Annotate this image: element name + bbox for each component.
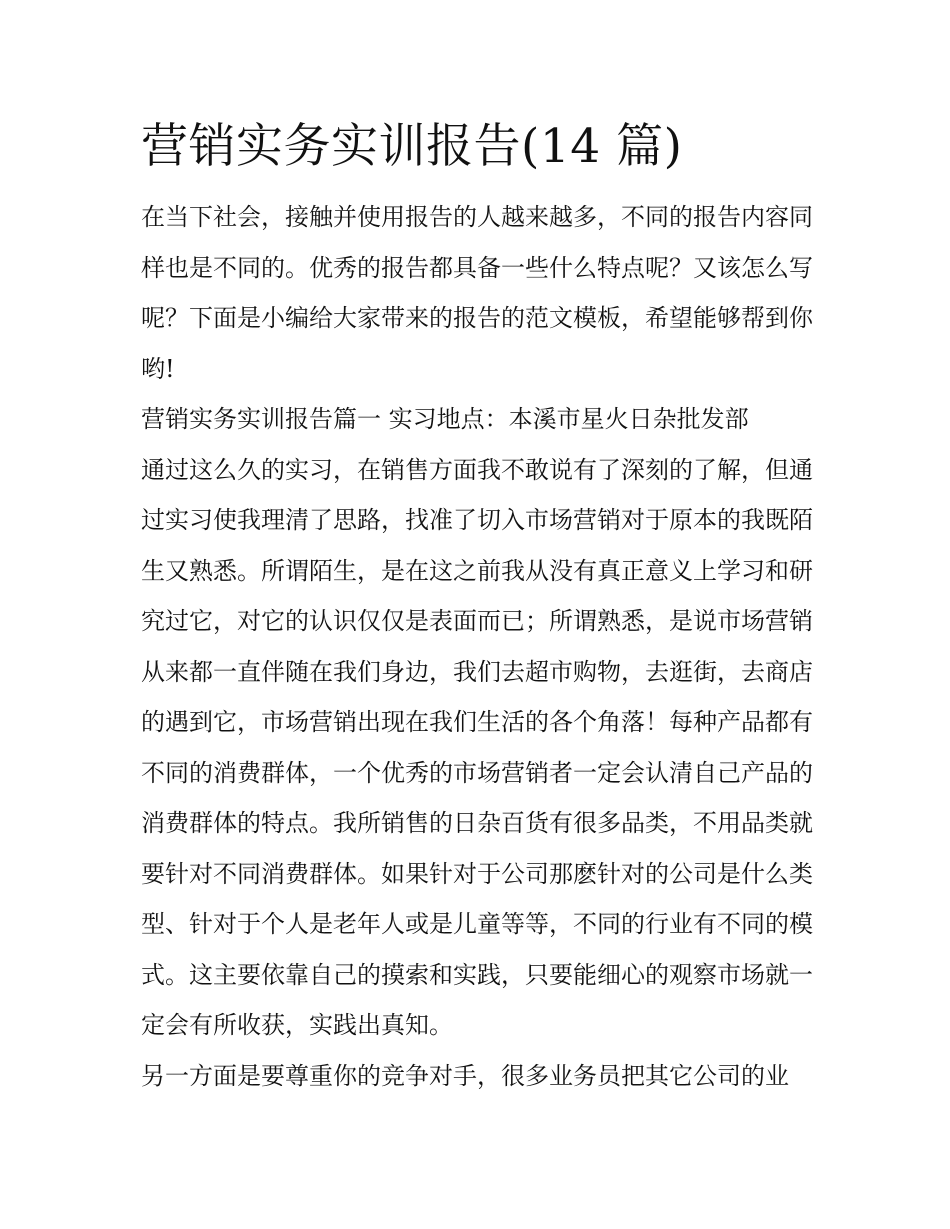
body-paragraph-continued: 另一方面是要尊重你的竞争对手，很多业务员把其它公司的业: [141, 1061, 789, 1090]
document-title: 营销实务实训报告(14 篇): [141, 119, 683, 174]
document-page: [141, 118, 813, 1101]
section-heading-paragraph: 营销实务实训报告篇一 实习地点：本溪市星火日杂批发部: [141, 405, 749, 433]
intro-paragraph: 在当下社会，接触并使用报告的人越来越多，不同的报告内容同样也是不同的。优秀的报告都具备一些什么特点呢？又该怎么写呢？下面是小编给大家带来的报告的范文模板，希望能够帮到你哟!: [141, 203, 813, 383]
body-paragraph: 通过这么久的实习，在销售方面我不敢说有了深刻的了解，但通过实习使我理清了思路，找准了切入市场营销对于原本的我既陌生又熟悉。所谓陌生，是在这之前我从没有真正意义上学习和研究过它，对它的认识仅仅是表面而已；所谓熟悉，是说市场营销从来都一直伴随在我们身边，我们去超市购物，去逛街，去商店的遇到它，市场营销出现在我们生活的各个角落！每种产品都有不同的消费群体，一个优秀的市场营销者一定会认清自己产品的消费群体的特点。我所销售的日杂百货有很多品类，不用品类就要针对不同消费群体。如果针对于公司那麽针对的公司是什么类型、针对于个人是老年人或是儿童等等，不同的行业有不同的模式。这主要依靠自己的摸索和实践，只要能细心的观察市场就一定会有所收获，实践出真知。: [141, 455, 813, 1039]
